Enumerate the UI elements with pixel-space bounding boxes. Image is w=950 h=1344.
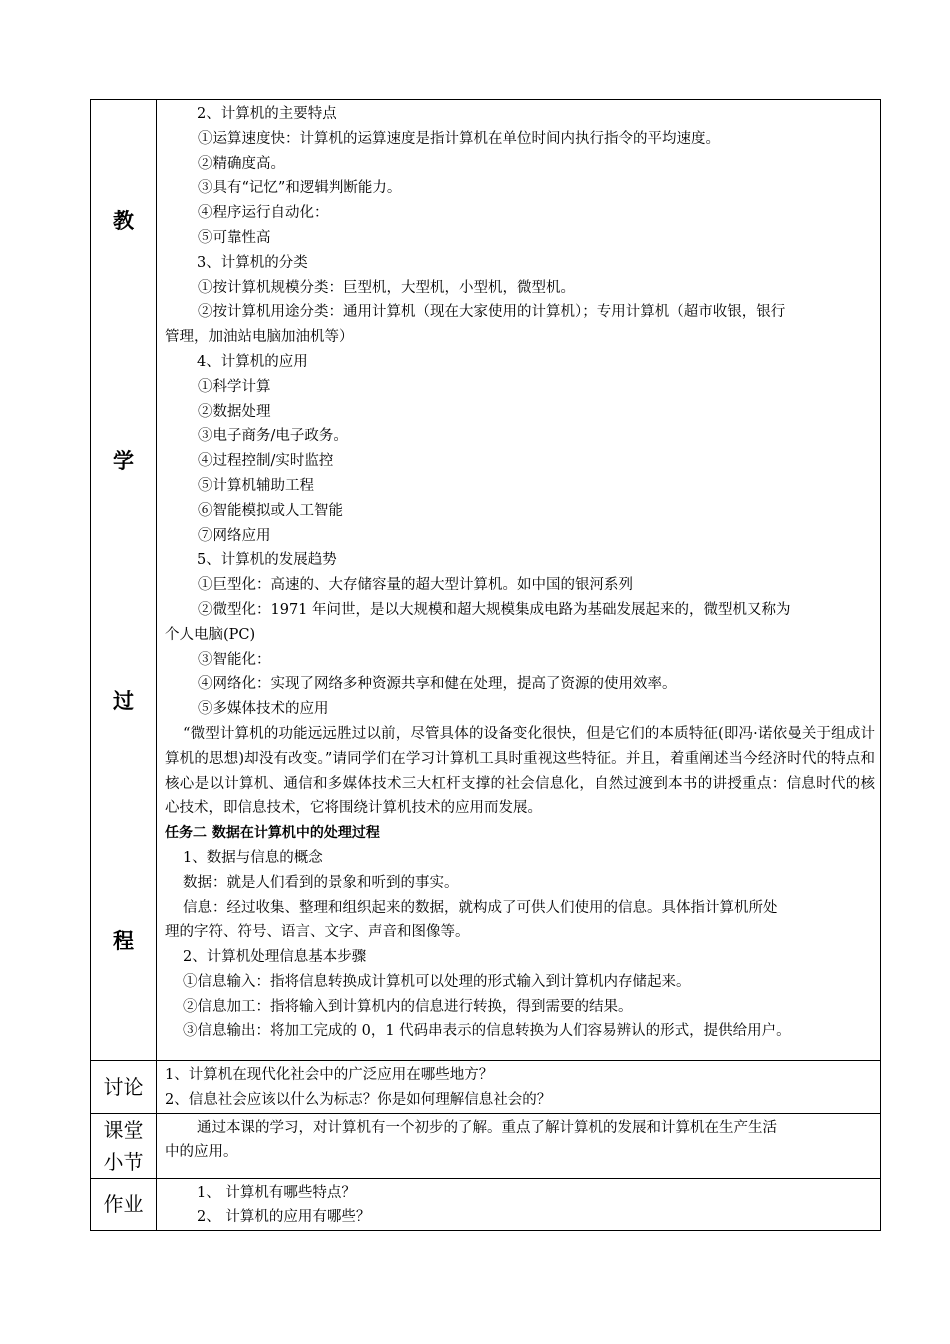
heading-features: 2、计算机的主要特点	[197, 106, 337, 122]
feature-item: ④程序运行自动化：	[198, 205, 329, 222]
step-item: ①信息输入：指将信息转换成计算机可以处理的形式输入到计算机内存储起来。	[183, 973, 691, 990]
step-item: ③信息输出：将加工完成的 0，1 代码串表示的信息转换为人们容易辨认的形式，提供给用户。	[183, 1023, 791, 1040]
heading-trends: 5、计算机的发展趋势	[197, 552, 337, 569]
homework-question: 2、 计算机的应用有哪些？	[197, 1209, 371, 1226]
application-item: ③电子商务/电子政务。	[198, 428, 348, 445]
side-char-2: 学	[113, 449, 134, 473]
side-char-1: 教	[113, 209, 134, 233]
discussion-question: 2、信息社会应该以什么为标志？你是如何理解信息社会的？	[165, 1091, 552, 1108]
application-item: ④过程控制/实时监控	[198, 453, 334, 470]
application-item: ⑥智能模拟或人工智能	[198, 502, 343, 519]
feature-item: ③具有“记忆”和逻辑判断能力。	[198, 180, 402, 197]
quote-paragraph: “微型计算机的功能远远胜过以前，尽管具体的设备变化很快，但是它们的本质特征(即冯·诺依曼关于组成计算机的思想)却没有改变。”请同学们在学习计算机工具时重视这些特征。并且，着重阐述当今经济时代的特点和核心是以计算机、通信和多媒体技术三大杠杆支撑的社会信息化，自然过渡到本书的讲授重点：信息时代的核心技术，即信息技术，它将围绕计算机技术的应用而发展。	[165, 725, 875, 817]
classification-item-continued: 管理，加油站电脑加油机等）	[165, 329, 354, 346]
data-info-heading: 1、数据与信息的概念	[183, 849, 323, 866]
task-two-heading: 任务二 数据在计算机中的处理过程	[165, 825, 380, 842]
feature-item: ⑤可靠性高	[198, 229, 271, 246]
application-item: ⑤计算机辅助工程	[198, 477, 314, 494]
info-definition-continued: 理的字符、符号、语言、文字、声音和图像等。	[165, 924, 470, 941]
trend-item: ①巨型化：高速的、大存储容量的超大型计算机。如中国的银河系列	[198, 577, 633, 594]
summary-row	[91, 1113, 881, 1178]
summary-label-cell	[91, 1113, 157, 1178]
step-item: ②信息加工：指将输入到计算机内的信息进行转换，得到需要的结果。	[183, 998, 633, 1015]
feature-item: ②精确度高。	[198, 155, 285, 172]
heading-applications: 4、计算机的应用	[197, 353, 308, 370]
classification-item: ①按计算机规模分类：巨型机，大型机，小型机，微型机。	[198, 279, 575, 296]
heading-classification: 3、计算机的分类	[197, 254, 308, 271]
homework-row	[91, 1178, 881, 1231]
feature-item: ①运算速度快：计算机的运算速度是指计算机在单位时间内执行指令的平均速度。	[198, 130, 720, 147]
data-definition: 数据：就是人们看到的景象和听到的事实。	[183, 874, 459, 891]
side-char-4: 程	[113, 929, 134, 953]
classification-item: ②按计算机用途分类：通用计算机（现在大家使用的计算机）；专用计算机（超市收银，银行	[198, 304, 786, 321]
application-item: ⑦网络应用	[198, 527, 271, 544]
homework-content	[157, 1178, 881, 1231]
info-definition: 信息：经过收集、整理和组织起来的数据，就构成了可供人们使用的信息。具体指计算机所处	[183, 899, 778, 916]
side-char-3: 过	[113, 689, 134, 713]
discussion-label-cell	[91, 1061, 157, 1114]
homework-question: 1、 计算机有哪些特点？	[197, 1184, 356, 1201]
trend-item: ⑤多媒体技术的应用	[198, 701, 329, 718]
discussion-content	[157, 1061, 881, 1114]
lesson-plan-table	[90, 99, 881, 1231]
steps-heading: 2、计算机处理信息基本步骤	[183, 949, 367, 966]
discussion-question: 1、计算机在现代化社会中的广泛应用在哪些地方？	[165, 1067, 494, 1083]
discussion-label: 讨论	[103, 1074, 144, 1099]
trend-item: ③智能化：	[198, 651, 271, 668]
trend-item-continued: 个人电脑(PC)	[165, 626, 256, 643]
summary-content	[157, 1113, 881, 1178]
summary-label-line-1: 课堂	[103, 1117, 144, 1142]
summary-text-continued: 中的应用。	[165, 1144, 238, 1161]
homework-label: 作业	[103, 1192, 144, 1217]
teaching-process-label	[91, 100, 157, 1061]
summary-text: 通过本课的学习，对计算机有一个初步的了解。重点了解计算机的发展和计算机在生产生活	[197, 1119, 777, 1136]
trend-item: ④网络化：实现了网络多种资源共享和健在处理，提高了资源的使用效率。	[198, 676, 677, 693]
discussion-row	[91, 1061, 881, 1114]
teaching-process-row	[91, 100, 881, 1061]
homework-label-cell	[91, 1178, 157, 1231]
application-item: ②数据处理	[198, 403, 271, 420]
application-item: ①科学计算	[198, 378, 271, 395]
teaching-process-content	[157, 100, 881, 1061]
summary-label-line-2: 小节	[103, 1149, 144, 1174]
trend-item: ②微型化：1971 年问世，是以大规模和超大规模集成电路为基础发展起来的，微型机又称为	[198, 601, 791, 618]
